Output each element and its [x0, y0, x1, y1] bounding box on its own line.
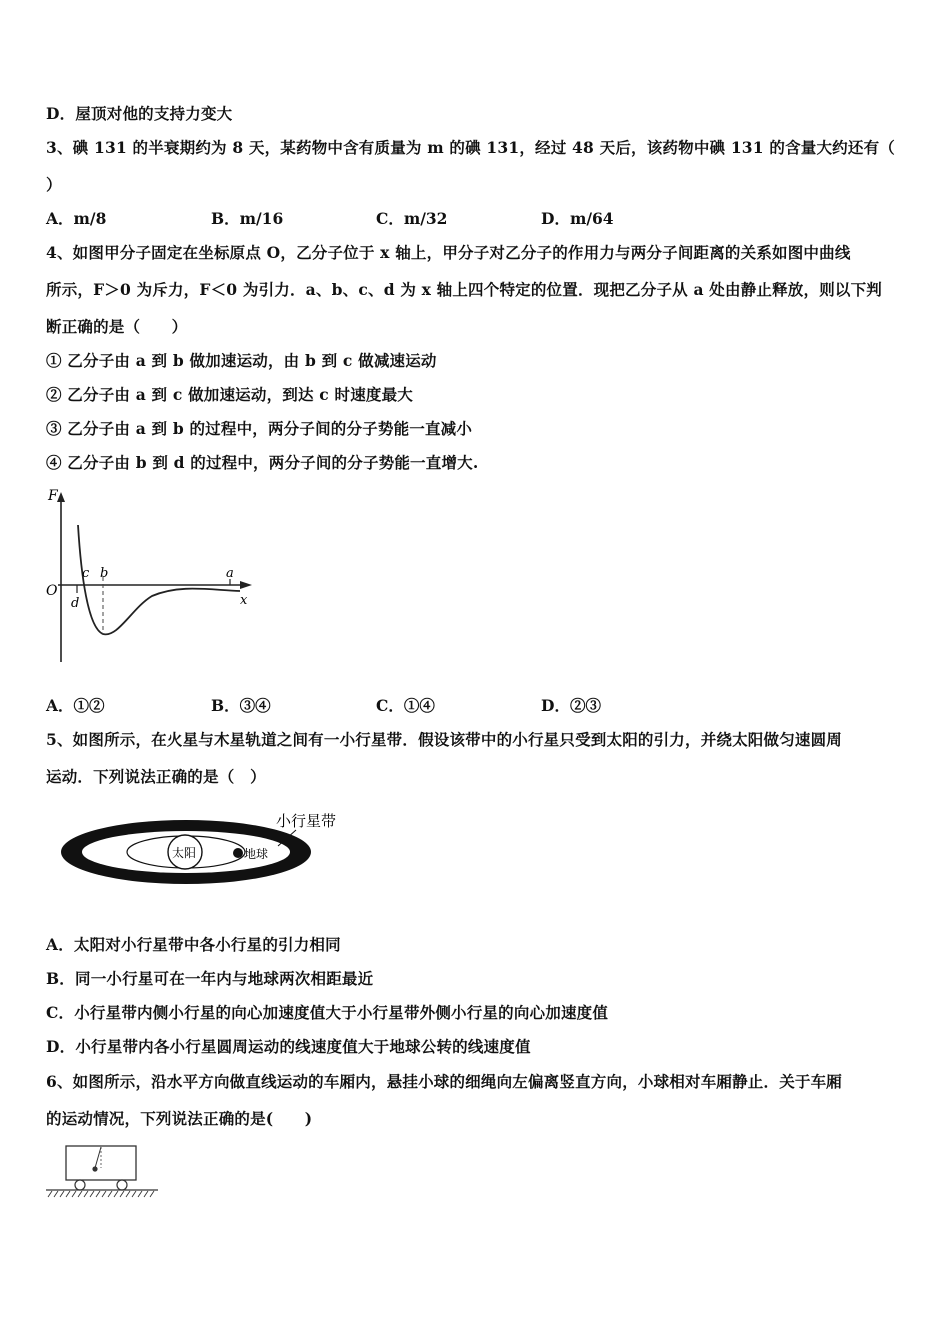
q4-statement-2: ② 乙分子由 a 到 c 做加速运动，到达 c 时速度最大 [46, 385, 413, 404]
q4-option-a: A．①② [46, 696, 105, 715]
label-c: c [82, 566, 90, 581]
q2-option-d: D．屋顶对他的支持力变大 [46, 104, 233, 123]
label-O: O [46, 583, 58, 599]
q4-statement-3: ③ 乙分子由 a 到 b 的过程中，两分子间的分子势能一直减小 [46, 419, 473, 438]
q5-stem-line2: 运动．下列说法正确的是（ ） [46, 767, 266, 786]
q5-asteroid-belt-figure [56, 802, 356, 902]
q4-force-distance-figure [40, 480, 265, 670]
q4-option-b: B．③④ [211, 696, 271, 715]
label-x: x [240, 593, 248, 608]
q6-carriage-figure [44, 1140, 164, 1205]
earth-label: 地球 [244, 847, 269, 861]
label-F: F [48, 488, 58, 504]
q3-stem-line2: ） [46, 175, 62, 194]
q4-statement-1: ① 乙分子由 a 到 b 做加速运动，由 b 到 c 做减速运动 [46, 351, 437, 370]
q4-option-d: D．②③ [541, 696, 601, 715]
earth [233, 848, 243, 858]
label-d: d [71, 596, 80, 611]
q5-option-c: C．小行星带内侧小行星的向心加速度值大于小行星带外侧小行星的向心加速度值 [46, 1003, 609, 1022]
q6-stem-line2: 的运动情况，下列说法正确的是( ) [46, 1109, 313, 1128]
belt-label: 小行星带 [276, 812, 337, 830]
q4-stem-line2: 所示，F＞0 为斥力，F＜0 为引力．a、b、c、d 为 x 轴上四个特定的位置．现把乙分子从 a 处由静止释放，则以下判 [46, 280, 882, 299]
q5-stem-line1: 5、如图所示，在火星与木星轨道之间有一小行星带．假设该带中的小行星只受到太阳的引力，并绕太阳做匀速圆周 [46, 730, 842, 749]
q3-option-d: D．m/64 [541, 209, 614, 228]
q5-option-b: B．同一小行星可在一年内与地球两次相距最近 [46, 969, 374, 988]
ground-hatching [48, 1191, 154, 1197]
pendulum-ball [92, 1166, 97, 1171]
q3-option-c: C．m/32 [376, 209, 448, 228]
q4-stem-line1: 4、如图甲分子固定在坐标原点 O，乙分子位于 x 轴上，甲分子对乙分子的作用力与两分子间距离的关系如图中曲线 [46, 243, 851, 262]
q4-statement-4: ④ 乙分子由 b 到 d 的过程中，两分子间的分子势能一直增大. [46, 453, 479, 472]
sun-label: 太阳 [172, 846, 197, 860]
f-axis-arrow [57, 492, 65, 502]
q3-stem-line1: 3、碘 131 的半衰期约为 8 天，某药物中含有质量为 m 的碘 131，经过 48 天后，该药物中碘 131 的含量大约还有（ [46, 138, 895, 157]
q3-option-a: A．m/8 [46, 209, 107, 228]
q5-option-a: A．太阳对小行星带中各小行星的引力相同 [46, 935, 341, 954]
q3-option-b: B．m/16 [211, 209, 284, 228]
q5-option-d: D．小行星带内各小行星圆周运动的线速度值大于地球公转的线速度值 [46, 1037, 531, 1056]
carriage-wheel-right [117, 1180, 127, 1190]
q4-stem-line3: 断正确的是（ ） [46, 317, 188, 336]
label-b: b [100, 566, 109, 581]
label-a: a [226, 566, 234, 581]
carriage-wheel-left [75, 1180, 85, 1190]
x-axis-arrow [240, 581, 252, 589]
q6-stem-line1: 6、如图所示，沿水平方向做直线运动的车厢内，悬挂小球的细绳向左偏离竖直方向，小球相对车厢静止．关于车厢 [46, 1072, 842, 1091]
q4-option-c: C．①④ [376, 696, 435, 715]
